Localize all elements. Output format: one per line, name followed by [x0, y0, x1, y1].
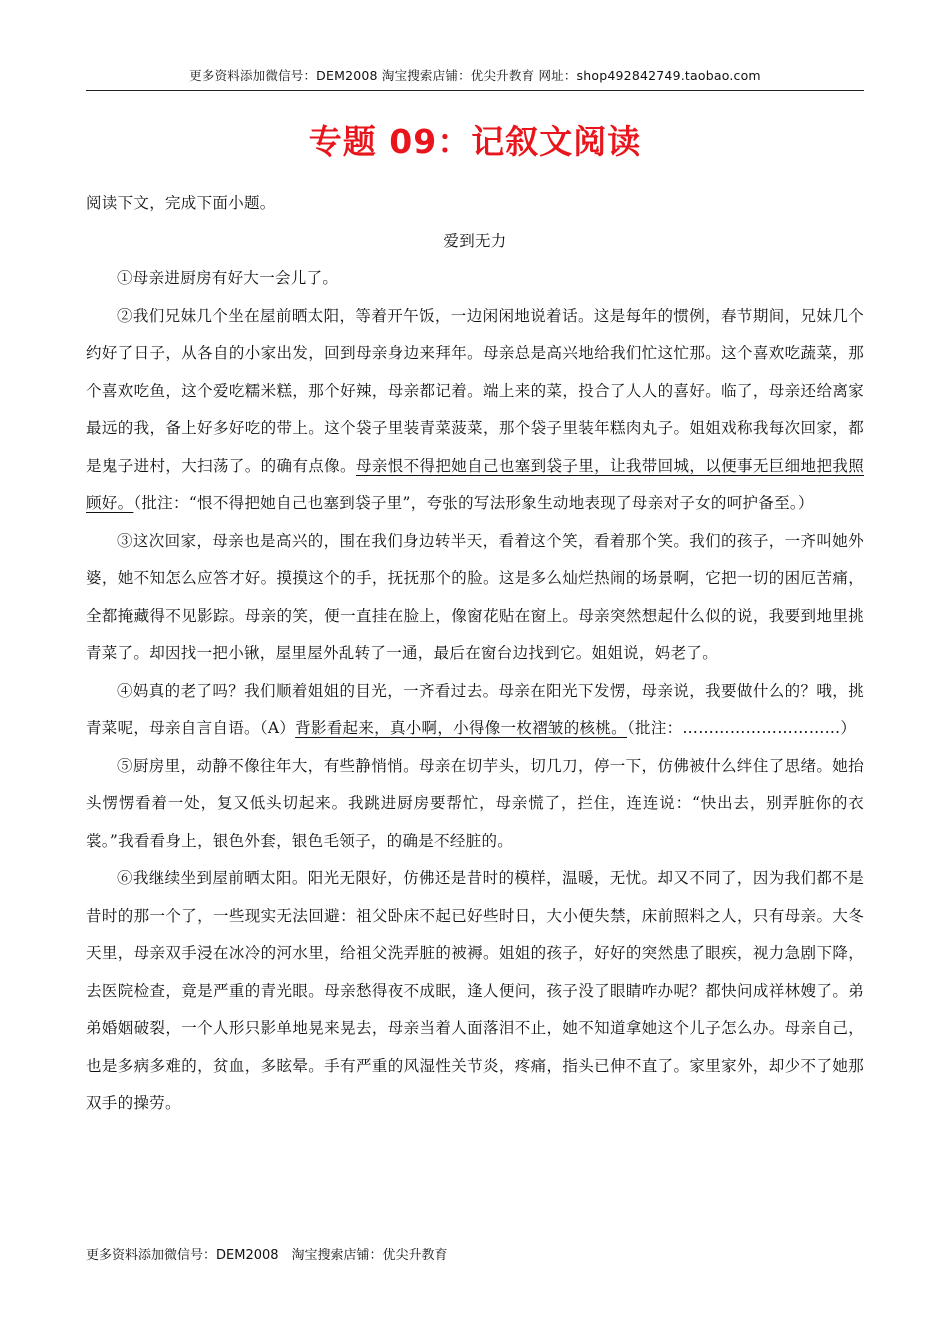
underlined-sentence: 母亲恨不得把她自己也塞到袋子里，让我带回城，以便事无巨细地把我照顾好。: [86, 456, 864, 512]
annotation-note: （批注：…………………………）: [626, 719, 857, 737]
paragraph-3: ③这次回家，母亲也是高兴的，围在我们身边转半天，看着这个笑，看着那个笑。我们的孩子，一齐叫她外婆，她不知怎么应答才好。摸摸这个的手，抚抚那个的脸。这是多么灿烂热闹的场景啊，它把一切的困厄苦痛，全都掩藏得不见影踪。母亲的笑，便一直挂在脸上，像窗花贴在窗上。母亲突然想起什么似的说，我要到地里挑青菜了。却因找一把小锹，屋里屋外乱转了一通，最后在窗台边找到它。姐姐说，妈老了。: [86, 531, 864, 662]
paragraph-4: [86, 673, 864, 748]
paragraph-5: ⑤厨房里，动静不像往年大，有些静悄悄。母亲在切芋头，切几刀，停一下，仿佛被什么绊住了思绪。她抬头愣愣看着一处，复又低头切起来。我跳进厨房要帮忙，母亲慌了，拦住，连连说：“快出去，别弄脏你的衣裳。”我看看身上，银色外套，银色毛领子，的确是不经脏的。: [86, 756, 864, 850]
paragraph-1: ①母亲进厨房有好大一会儿了。: [117, 269, 339, 287]
document-body: [86, 185, 864, 1123]
page-header: 更多资料添加微信号：DEM2008 淘宝搜索店铺：优尖升教育 网址：shop492842749.taobao.com: [86, 66, 864, 91]
page-footer: 更多资料添加微信号：DEM2008 淘宝搜索店铺：优尖升教育: [86, 1248, 448, 1263]
underlined-sentence: 背影看起来，真小啊，小得像一枚褶皱的核桃。: [295, 719, 627, 737]
page-title: 专题 09：记叙文阅读: [308, 122, 642, 161]
paragraph-2-text: ②我们兄妹几个坐在屋前晒太阳，等着开午饭，一边闲闲地说着话。这是每年的惯例，春节期间，兄妹几个约好了日子，从各自的小家出发，回到母亲身边来拜年。母亲总是高兴地给我们忙这忙那。这个喜欢吃蔬菜，那个喜欢吃鱼，这个爱吃糯米糕，那个好辣，母亲都记着。端上来的菜，投合了人人的喜好。临了，母亲还给离家最远的我，备上好多好吃的带上。这个袋子里装青菜菠菜，那个袋子里装年糕肉丸子。姐姐戏称我每次回家，都是鬼子进村，大扫荡了。的确有点像。: [86, 306, 864, 475]
annotation-note: （批注：“恨不得把她自己也塞到袋子里”，夸张的写法形象生动地表现了母亲对子女的呵护备至。）: [133, 494, 814, 512]
paragraph-4-text: ④妈真的老了吗？我们顺着姐姐的目光，一齐看过去。母亲在阳光下发愣，母亲说，我要做什么的？哦，挑青菜呢，母亲自言自语。（A）: [86, 681, 864, 737]
instruction-text: 阅读下文，完成下面小题。: [86, 194, 276, 212]
story-title: 爱到无力: [443, 231, 507, 250]
paragraph-6: ⑥我继续坐到屋前晒太阳。阳光无限好，仿佛还是昔时的模样，温暖，无忧。却又不同了，因为我们都不是昔时的那一个了，一些现实无法回避：祖父卧床不起已好些时日，大小便失禁，床前照料之人，只有母亲。大冬天里，母亲双手浸在冰冷的河水里，给祖父洗弄脏的被褥。姐姐的孩子，好好的突然患了眼疾，视力急剧下降，去医院检查，竟是严重的青光眼。母亲愁得夜不成眠，逢人便问，孩子没了眼睛咋办呢？都快问成祥林嫂了。弟弟婚姻破裂，一个人形只影单地晃来晃去，母亲当着人面落泪不止，她不知道拿她这个儿子怎么办。母亲自己，也是多病多难的，贫血，多眩晕。手有严重的风湿性关节炎，疼痛，指头已伸不直了。家里家外，却少不了她那双手的操劳。: [86, 869, 864, 1112]
paragraph-2: [86, 298, 864, 523]
